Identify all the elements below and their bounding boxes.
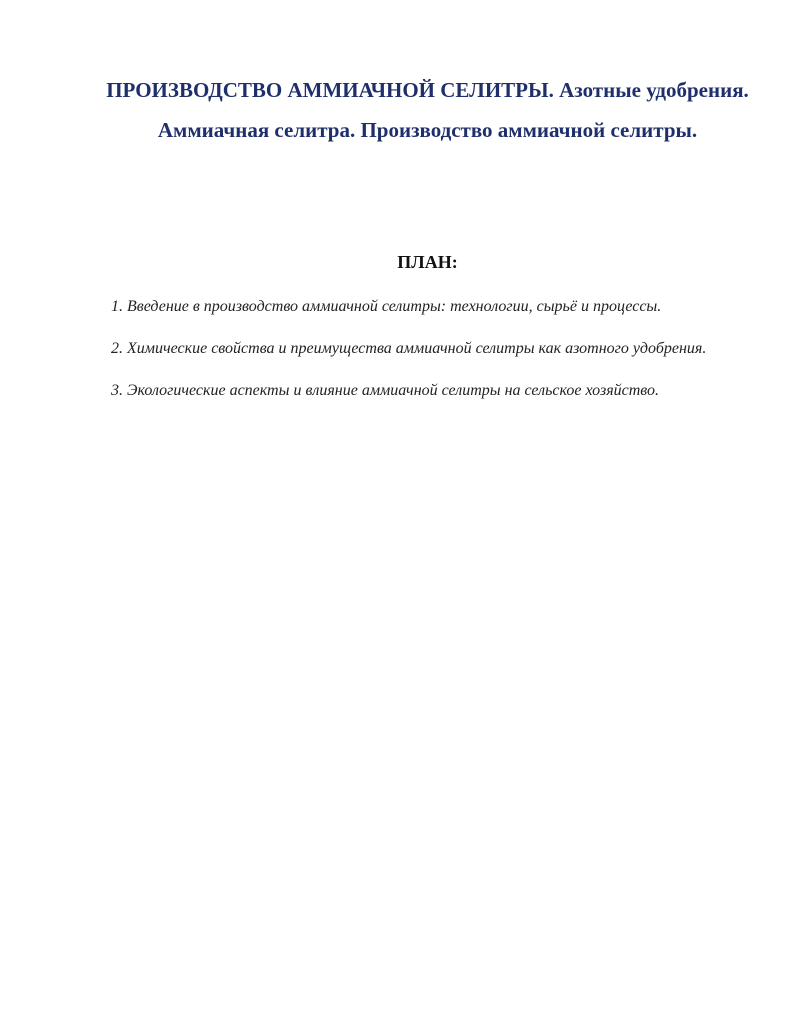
document-subtitle: Аммиачная селитра. Производство аммиачной селитры.	[157, 118, 698, 142]
plan-item: 3. Экологические аспекты и влияние аммиачной селитры на сельское хозяйство.	[111, 382, 660, 399]
plan-item: 2. Химические свойства и преимущества аммиачной селитры как азотного удобрения.	[111, 340, 707, 357]
document-title-block	[105, 70, 750, 150]
plan-item: 1. Введение в производство аммиачной селитры: технологии, сырьё и процессы.	[111, 298, 662, 315]
plan-heading: ПЛАН:	[397, 252, 458, 272]
plan-list	[111, 292, 743, 418]
document-title: ПРОИЗВОДСТВО АММИАЧНОЙ СЕЛИТРЫ. Азотные удобрения.	[106, 78, 749, 102]
